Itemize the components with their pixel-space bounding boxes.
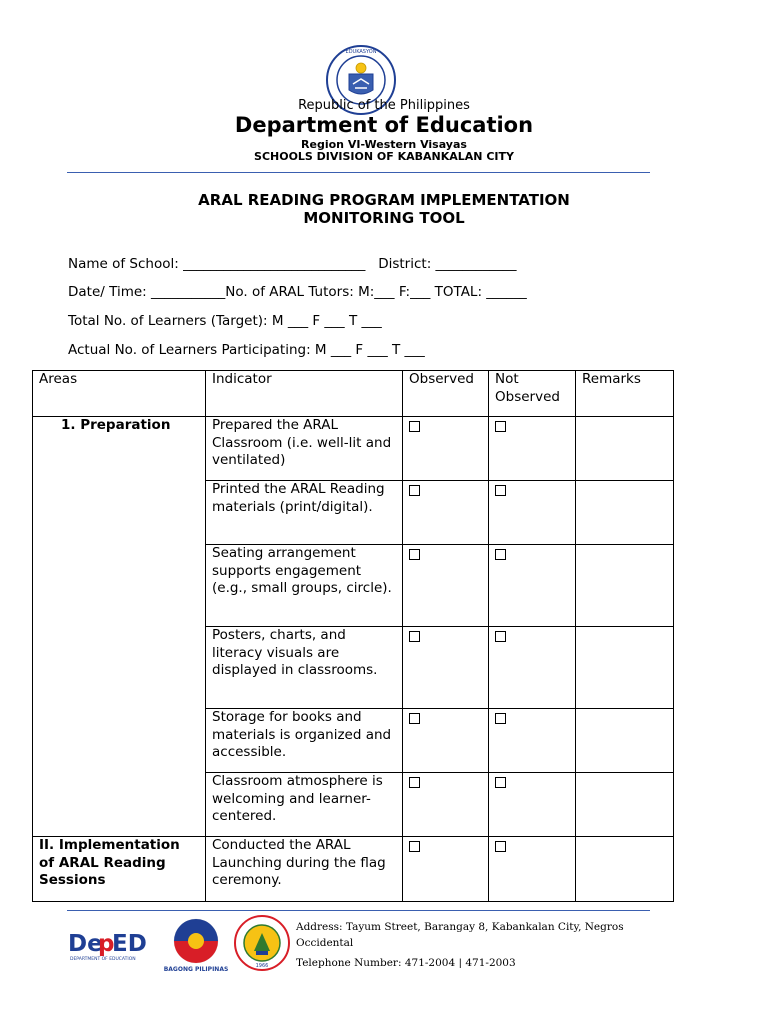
- not-observed-cell: [489, 837, 576, 902]
- indicator-cell: Printed the ARAL Reading materials (print/digital).: [206, 481, 403, 545]
- republic-label: Republic of the Philippines: [298, 98, 470, 113]
- observed-cell: [403, 709, 489, 773]
- header-remarks: Remarks: [576, 371, 674, 417]
- form-title-line2: MONITORING TOOL: [303, 209, 465, 227]
- observed-checkbox[interactable]: [409, 549, 420, 560]
- header-areas: Areas: [33, 371, 206, 417]
- remarks-cell[interactable]: [576, 773, 674, 837]
- indicator-cell: Prepared the ARAL Classroom (i.e. well-lit and ventilated): [206, 417, 403, 481]
- division-seal-logo: [235, 916, 289, 970]
- observed-checkbox[interactable]: [409, 421, 420, 432]
- svg-text:p: p: [98, 931, 115, 957]
- observed-checkbox[interactable]: [409, 777, 420, 788]
- table-row: [33, 417, 674, 481]
- not-observed-checkbox[interactable]: [495, 841, 506, 852]
- school-district-field: Name of School: ___________________________ District: ____________: [68, 256, 517, 272]
- not-observed-cell: [489, 773, 576, 837]
- observed-cell: [403, 481, 489, 545]
- footer-divider: [67, 910, 650, 911]
- not-observed-cell: [489, 627, 576, 709]
- not-observed-cell: [489, 481, 576, 545]
- observed-checkbox[interactable]: [409, 713, 420, 724]
- date-tutors-field: Date/ Time: ___________No. of ARAL Tutors: M:___ F:___ TOTAL: ______: [68, 284, 527, 300]
- division-label: SCHOOLS DIVISION OF KABANKALAN CITY: [254, 150, 514, 163]
- observed-cell: [403, 837, 489, 902]
- not-observed-checkbox[interactable]: [495, 777, 506, 788]
- region-label: Region VI-Western Visayas: [301, 138, 467, 151]
- target-learners-field: Total No. of Learners (Target): M ___ F ___ T ___: [68, 313, 382, 329]
- observed-cell: [403, 773, 489, 837]
- not-observed-checkbox[interactable]: [495, 421, 506, 432]
- svg-text:EDUKASYON: EDUKASYON: [345, 49, 377, 55]
- footer-telephone: Telephone Number: 471-2004 | 471-2003: [296, 957, 516, 968]
- indicator-cell: Seating arrangement supports engagement (e.g., small groups, circle).: [206, 545, 403, 627]
- svg-text:DEPARTMENT OF EDUCATION: DEPARTMENT OF EDUCATION: [70, 957, 136, 962]
- monitoring-table: [32, 370, 674, 902]
- footer-logos: [66, 915, 291, 975]
- remarks-cell[interactable]: [576, 837, 674, 902]
- not-observed-checkbox[interactable]: [495, 549, 506, 560]
- remarks-cell[interactable]: [576, 481, 674, 545]
- indicator-cell: Posters, charts, and literacy visuals are displayed in classrooms.: [206, 627, 403, 709]
- svg-text:De: De: [68, 931, 103, 957]
- header-not-observed: Not Observed: [489, 371, 576, 417]
- svg-text:ED: ED: [112, 931, 147, 957]
- header-divider: [67, 172, 650, 173]
- observed-checkbox[interactable]: [409, 841, 420, 852]
- not-observed-cell: [489, 709, 576, 773]
- remarks-cell[interactable]: [576, 417, 674, 481]
- observed-cell: [403, 417, 489, 481]
- area-implementation: II. Implementation of ARAL Reading Sessions: [33, 837, 206, 902]
- observed-checkbox[interactable]: [409, 485, 420, 496]
- not-observed-checkbox[interactable]: [495, 631, 506, 642]
- svg-text:1966: 1966: [255, 963, 269, 969]
- bagong-pilipinas-logo: [164, 919, 229, 973]
- table-row: [33, 837, 674, 902]
- area-preparation: 1. Preparation: [33, 417, 206, 837]
- form-title-line1: ARAL READING PROGRAM IMPLEMENTATION: [198, 191, 570, 209]
- not-observed-cell: [489, 417, 576, 481]
- department-title: Department of Education: [234, 113, 534, 137]
- actual-learners-field: Actual No. of Learners Participating: M ___ F ___ T ___: [68, 342, 425, 358]
- table-header-row: [33, 371, 674, 417]
- deped-logo: [68, 931, 147, 962]
- remarks-cell[interactable]: [576, 627, 674, 709]
- footer-address: Address: Tayum Street, Barangay 8, Kabankalan City, Negros Occidental: [296, 921, 624, 949]
- indicator-cell: Conducted the ARAL Launching during the flag ceremony.: [206, 837, 403, 902]
- observed-cell: [403, 627, 489, 709]
- remarks-cell[interactable]: [576, 545, 674, 627]
- svg-text:BAGONG PILIPINAS: BAGONG PILIPINAS: [163, 966, 229, 973]
- header-observed: Observed: [403, 371, 489, 417]
- indicator-cell: Storage for books and materials is organized and accessible.: [206, 709, 403, 773]
- remarks-cell[interactable]: [576, 709, 674, 773]
- observed-cell: [403, 545, 489, 627]
- not-observed-cell: [489, 545, 576, 627]
- not-observed-checkbox[interactable]: [495, 713, 506, 724]
- observed-checkbox[interactable]: [409, 631, 420, 642]
- indicator-cell: Classroom atmosphere is welcoming and learner-centered.: [206, 773, 403, 837]
- not-observed-checkbox[interactable]: [495, 485, 506, 496]
- header-indicator: Indicator: [206, 371, 403, 417]
